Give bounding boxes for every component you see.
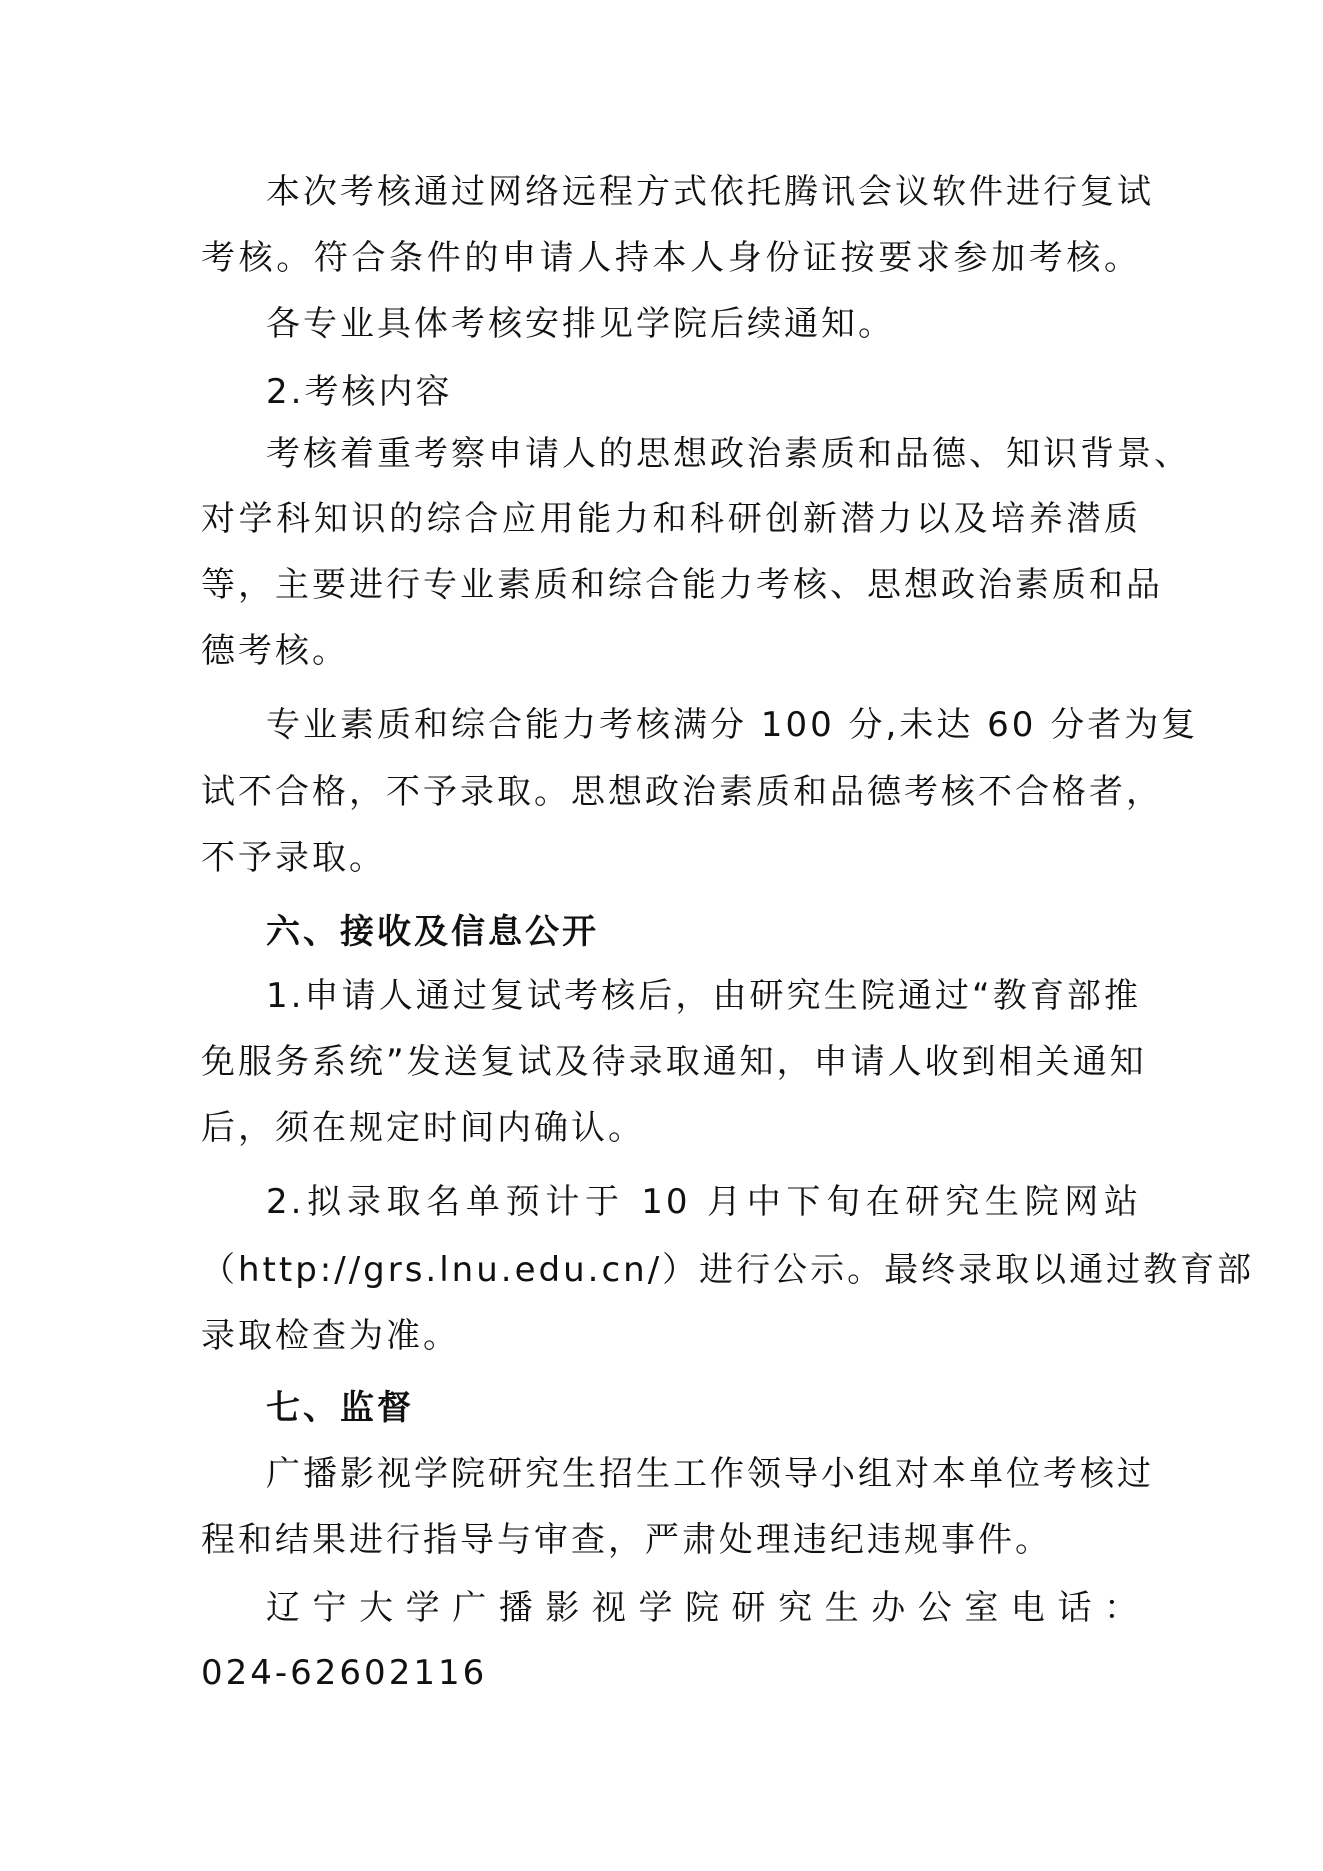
paragraph-line: （http://grs.lnu.edu.cn/）进行公示。最终录取以通过教育部 bbox=[201, 1250, 1255, 1290]
paragraph-line: 录取检查为准。 bbox=[201, 1316, 460, 1356]
paragraph-line: 试不合格，不予录取。思想政治素质和品德考核不合格者， bbox=[201, 772, 1163, 812]
paragraph-line: 1.申请人通过复试考核后，由研究生院通过“教育部推 bbox=[266, 976, 1141, 1016]
subsection-heading: 2.考核内容 bbox=[266, 372, 453, 412]
paragraph-line: 程和结果进行指导与审查，严肃处理违纪违规事件。 bbox=[201, 1520, 1052, 1560]
paragraph-line: 不予录取。 bbox=[201, 838, 386, 878]
paragraph-line: 后，须在规定时间内确认。 bbox=[201, 1108, 645, 1148]
paragraph-line: 考核。符合条件的申请人持本人身份证按要求参加考核。 bbox=[201, 238, 1141, 278]
paragraph-line: 免服务系统”发送复试及待录取通知，申请人收到相关通知 bbox=[201, 1042, 1147, 1082]
contact-phone: 024-62602116 bbox=[201, 1653, 488, 1693]
paragraph-line: 德考核。 bbox=[201, 631, 349, 671]
paragraph-line: 考核着重考察申请人的思想政治素质和品德、知识背景、 bbox=[266, 434, 1191, 474]
paragraph-line: 对学科知识的综合应用能力和科研创新潜力以及培养潜质 bbox=[201, 499, 1141, 539]
paragraph-line: 等，主要进行专业素质和综合能力考核、思想政治素质和品 bbox=[201, 565, 1163, 605]
section-heading: 七、监督 bbox=[266, 1388, 414, 1428]
paragraph-line: 本次考核通过网络远程方式依托腾讯会议软件进行复试 bbox=[266, 172, 1154, 212]
paragraph-line: 各专业具体考核安排见学院后续通知。 bbox=[266, 304, 895, 344]
paragraph-line: 广播影视学院研究生招生工作领导小组对本单位考核过 bbox=[266, 1454, 1154, 1494]
paragraph-line: 专业素质和综合能力考核满分 100 分,未达 60 分者为复 bbox=[266, 705, 1199, 745]
contact-line: 辽宁大学广播影视学院研究生办公室电话： bbox=[266, 1588, 1141, 1628]
section-heading: 六、接收及信息公开 bbox=[266, 912, 599, 952]
paragraph-line: 2.拟录取名单预计于 10 月中下旬在研究生院网站 bbox=[266, 1182, 1141, 1222]
